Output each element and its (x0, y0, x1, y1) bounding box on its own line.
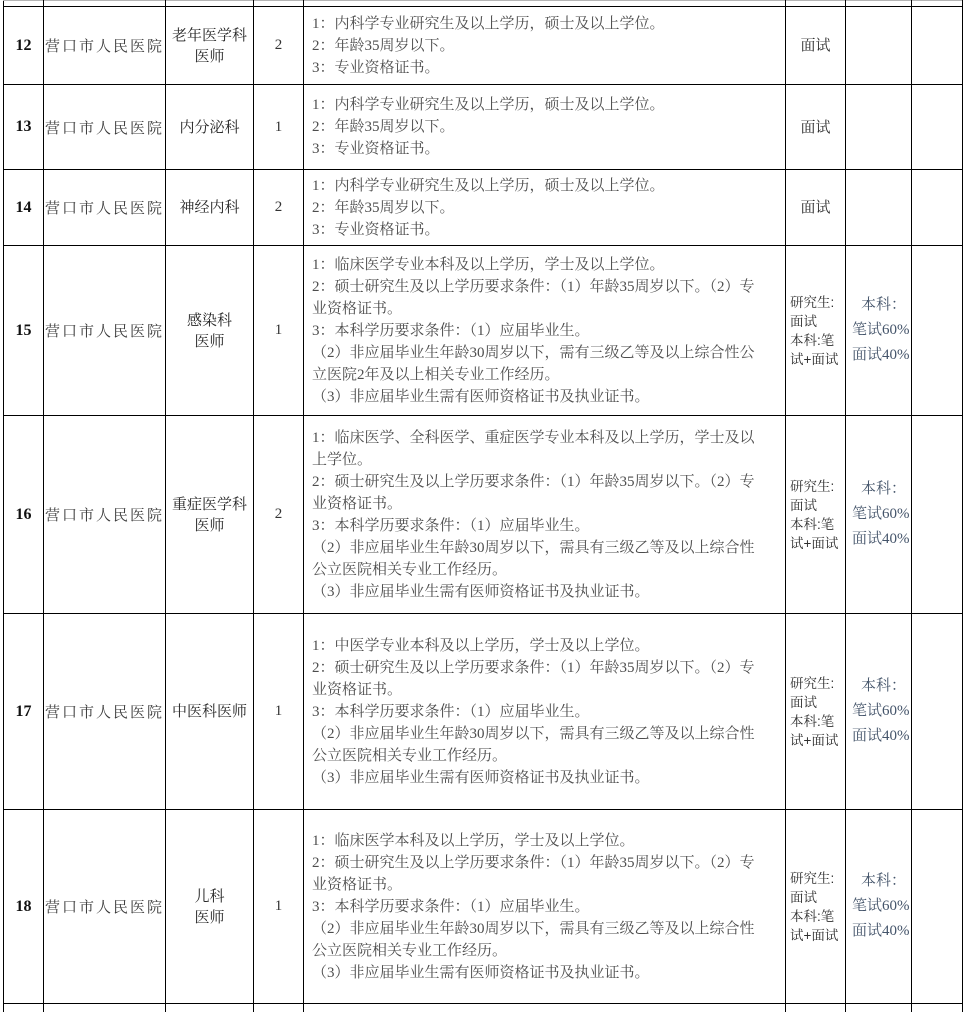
empty-cell (912, 170, 963, 246)
exam-method-line: 面试 (790, 889, 817, 905)
score-ratio-line: 笔试60% (852, 898, 910, 914)
score-ratio-line: 本科： (861, 873, 907, 889)
headcount-cell: 2 (254, 7, 304, 85)
position-line: 医师 (194, 516, 225, 534)
position-cell (166, 246, 254, 416)
requirement-paragraph: 2：硕士研究生及以上学历要求条件：（1）年龄35周岁以下。（2）专业资格证书。 (312, 659, 755, 698)
requirements-cell (304, 7, 786, 85)
employer-cell: 营口市人民医院 (44, 170, 166, 246)
exam-method-cell (786, 810, 846, 1004)
score-ratio-line: 笔试60% (852, 322, 910, 338)
exam-method-line: 研究生: (790, 294, 835, 310)
requirement-paragraph: 1：内科学专业研究生及以上学历，硕士及以上学位。 (312, 97, 665, 113)
exam-method-cell (786, 416, 846, 614)
employer-cell: 营口市人民医院 (44, 7, 166, 85)
recruitment-table (3, 0, 963, 1012)
headcount-cell: 1 (254, 85, 304, 170)
requirements-cell (304, 810, 786, 1004)
clipped-row-bottom (4, 1004, 963, 1012)
employer-cell: 营口市人民医院 (44, 246, 166, 416)
position-cell (166, 416, 254, 614)
exam-method-line: 试+面试 (790, 927, 839, 943)
position-line: 中医科医师 (171, 703, 247, 720)
score-ratio-cell (846, 7, 912, 85)
score-ratio-line: 笔试60% (852, 703, 910, 719)
requirements-cell (304, 614, 786, 810)
requirement-paragraph: （2）非应届毕业生年龄30周岁以下，需具有三级乙等及以上综合性公立医院相关专业工作经历。 (312, 725, 755, 764)
exam-method-line: 研究生: (790, 478, 835, 494)
score-ratio-line: 面试40% (852, 728, 910, 744)
exam-method-line: 本科:笔 (790, 908, 835, 924)
position-line: 医师 (194, 332, 225, 350)
exam-method-line: 试+面试 (790, 732, 839, 748)
score-ratio-line: 本科： (861, 481, 907, 497)
empty-cell (912, 85, 963, 170)
row-number-cell: 18 (4, 810, 44, 1004)
table-row (4, 246, 963, 416)
clipped-cell (786, 1004, 846, 1012)
requirement-paragraph: 2：年龄35周岁以下。 (312, 37, 455, 54)
requirement-paragraph: （3）非应届毕业生需有医师资格证书及执业证书。 (312, 388, 650, 405)
requirement-paragraph: 1：中医学专业本科及以上学历，学士及以上学位。 (312, 637, 650, 654)
score-ratio-cell (846, 170, 912, 246)
requirement-paragraph: 3：本科学历要求条件：（1）应届毕业生。 (312, 703, 590, 720)
exam-method-line: 面试 (800, 37, 831, 54)
requirements-cell (304, 416, 786, 614)
empty-cell (912, 810, 963, 1004)
row-number-cell: 17 (4, 614, 44, 810)
row-number-cell: 16 (4, 416, 44, 614)
position-line: 老年医学科 (171, 26, 247, 44)
requirement-paragraph: （3）非应届毕业生需有医师资格证书及执业证书。 (312, 583, 650, 600)
exam-method-line: 面试 (800, 199, 831, 216)
position-cell (166, 810, 254, 1004)
exam-method-line: 试+面试 (790, 351, 839, 367)
requirements-cell (304, 170, 786, 246)
clipped-cell (846, 1004, 912, 1012)
position-line: 重症医学科 (171, 495, 247, 513)
employer-cell: 营口市人民医院 (44, 614, 166, 810)
score-ratio-line: 本科： (861, 297, 907, 313)
clipped-cell (912, 1004, 963, 1012)
requirement-paragraph: （2）非应届毕业生年龄30周岁以下，需具有三级乙等及以上综合性公立医院相关专业工作经历。 (312, 920, 755, 959)
empty-cell (912, 416, 963, 614)
score-ratio-cell (846, 246, 912, 416)
requirement-paragraph: 1：内科学专业研究生及以上学历，硕士及以上学位。 (312, 15, 665, 32)
position-line: 医师 (194, 47, 225, 65)
position-line: 内分泌科 (179, 118, 240, 136)
requirements-cell (304, 246, 786, 416)
requirement-paragraph: 1：临床医学、全科医学、重症医学专业本科及以上学历，学士及以上学位。 (312, 429, 755, 468)
requirement-paragraph: 3：本科学历要求条件：（1）应届毕业生。 (312, 517, 590, 534)
headcount-cell: 1 (254, 810, 304, 1004)
requirement-paragraph: 3：专业资格证书。 (312, 221, 440, 238)
requirement-paragraph: 3：本科学历要求条件：（1）应届毕业生。 (312, 322, 590, 339)
exam-method-line: 本科:笔 (790, 516, 835, 532)
exam-method-line: 研究生: (790, 675, 835, 691)
exam-method-cell (786, 170, 846, 246)
clipped-cell (166, 1004, 254, 1012)
score-ratio-cell (846, 614, 912, 810)
exam-method-line: 面试 (800, 118, 831, 136)
score-ratio-cell (846, 810, 912, 1004)
position-cell (166, 614, 254, 810)
headcount-cell: 1 (254, 614, 304, 810)
position-cell (166, 85, 254, 170)
row-number-cell: 15 (4, 246, 44, 416)
requirement-paragraph: 2：硕士研究生及以上学历要求条件：（1）年龄35周岁以下。（2）专业资格证书。 (312, 854, 755, 893)
exam-method-line: 面试 (790, 694, 817, 710)
requirement-paragraph: 3：本科学历要求条件：（1）应届毕业生。 (312, 898, 590, 915)
empty-cell (912, 614, 963, 810)
score-ratio-line: 本科： (861, 678, 907, 694)
exam-method-cell (786, 614, 846, 810)
position-line: 感染科 (186, 311, 232, 329)
empty-cell (912, 246, 963, 416)
table-row (4, 810, 963, 1004)
score-ratio-line: 笔试60% (852, 506, 910, 522)
requirement-paragraph: 2：年龄35周岁以下。 (312, 119, 455, 135)
requirement-paragraph: 2：年龄35周岁以下。 (312, 199, 455, 216)
requirement-paragraph: （3）非应届毕业生需有医师资格证书及执业证书。 (312, 769, 650, 786)
empty-cell (912, 7, 963, 85)
position-cell (166, 7, 254, 85)
table-row (4, 85, 963, 170)
row-number-cell: 12 (4, 7, 44, 85)
position-cell (166, 170, 254, 246)
position-line: 医师 (194, 908, 225, 926)
clipped-cell (254, 1004, 304, 1012)
clipped-cell (4, 1004, 44, 1012)
requirement-paragraph: 2：硕士研究生及以上学历要求条件：（1）年龄35周岁以下。（2）专业资格证书。 (312, 278, 755, 317)
exam-method-cell (786, 85, 846, 170)
table-row (4, 416, 963, 614)
headcount-cell: 2 (254, 416, 304, 614)
requirement-paragraph: 3：专业资格证书。 (312, 141, 440, 157)
requirement-paragraph: 1：临床医学专业本科及以上学历，学士及以上学位。 (312, 256, 665, 273)
requirement-paragraph: 1：内科学专业研究生及以上学历，硕士及以上学位。 (312, 177, 665, 194)
requirement-paragraph: （3）非应届毕业生需有医师资格证书及执业证书。 (312, 964, 650, 981)
table-row (4, 7, 963, 85)
recruitment-table-sheet (3, 0, 962, 1012)
exam-method-line: 面试 (790, 313, 817, 329)
exam-method-line: 本科:笔 (790, 332, 835, 348)
exam-method-line: 本科:笔 (790, 713, 835, 729)
exam-method-line: 研究生: (790, 870, 835, 886)
headcount-cell: 1 (254, 246, 304, 416)
employer-cell: 营口市人民医院 (44, 416, 166, 614)
row-number-cell: 14 (4, 170, 44, 246)
requirement-paragraph: （2）非应届毕业生年龄30周岁以下，需有三级乙等及以上综合性公立医院2年及以上相关专业工作经历。 (312, 344, 755, 383)
score-ratio-line: 面试40% (852, 923, 910, 939)
score-ratio-line: 面试40% (852, 347, 910, 363)
score-ratio-cell (846, 416, 912, 614)
requirement-paragraph: （2）非应届毕业生年龄30周岁以下，需具有三级乙等及以上综合性公立医院相关专业工作经历。 (312, 539, 755, 578)
requirement-paragraph: 3：专业资格证书。 (312, 59, 440, 76)
clipped-cell (44, 1004, 166, 1012)
score-ratio-cell (846, 85, 912, 170)
table-row (4, 614, 963, 810)
employer-cell: 营口市人民医院 (44, 810, 166, 1004)
position-line: 儿科 (194, 887, 225, 905)
clipped-cell (304, 1004, 786, 1012)
exam-method-cell (786, 246, 846, 416)
exam-method-line: 试+面试 (790, 535, 839, 551)
table-row (4, 170, 963, 246)
requirement-paragraph: 2：硕士研究生及以上学历要求条件：（1）年龄35周岁以下。（2）专业资格证书。 (312, 473, 755, 512)
requirement-paragraph: 1：临床医学本科及以上学历，学士及以上学位。 (312, 832, 635, 849)
position-line: 神经内科 (179, 199, 240, 216)
exam-method-line: 面试 (790, 497, 817, 513)
exam-method-cell (786, 7, 846, 85)
employer-cell: 营口市人民医院 (44, 85, 166, 170)
row-number-cell: 13 (4, 85, 44, 170)
score-ratio-line: 面试40% (852, 531, 910, 547)
requirements-cell (304, 85, 786, 170)
headcount-cell: 2 (254, 170, 304, 246)
